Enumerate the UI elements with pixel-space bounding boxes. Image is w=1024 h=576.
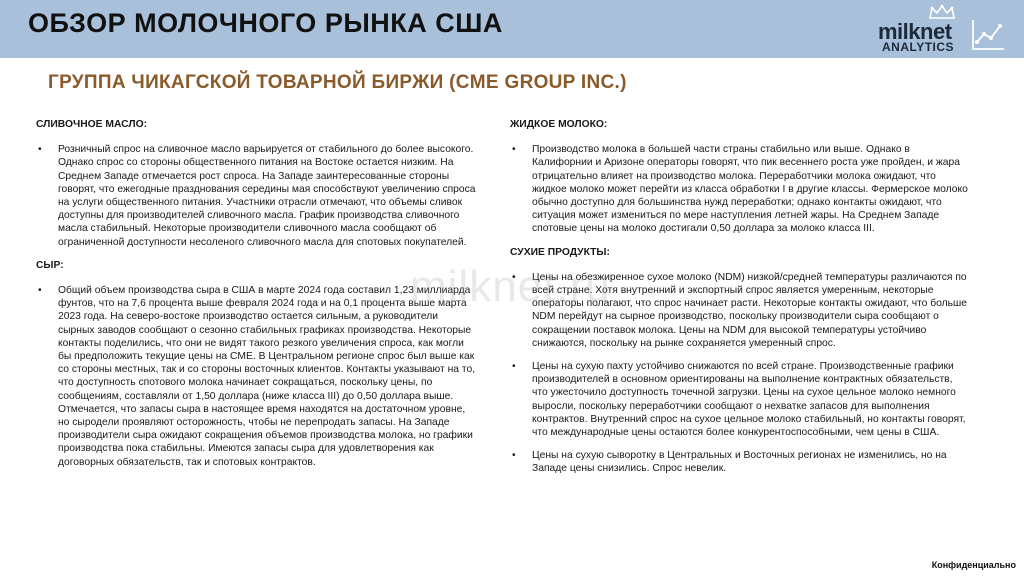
butter-text: • Розничный спрос на сливочное масло варьируется от стабильного до более высокого. Однако спрос со стороны общественного питания на Востоке остается низким. На Среднем Западе отмечается рост спроса. На Западе заинтересованные стороны говорят, что ежегодные празднования середины мая способствуют увеличению спроса на услуги общественного питания. Участники отрасли отмечают, что объемы сливок доступны для производителей сливочного масла. График производства сливочного масла стабильный. Некоторые производители сливочного масла сообщают об ограниченной доступности несоленого сливочного масла для спотовых покупателей.: [58, 144, 476, 248]
list-item: [36, 284, 476, 469]
list-item: [510, 271, 970, 350]
right-column: [510, 118, 970, 486]
logo-text: milknet: [878, 19, 952, 44]
logo-subtext: ANALYTICS: [882, 40, 955, 54]
list-item: [510, 449, 970, 475]
section-subtitle: ГРУППА ЧИКАГСКОЙ ТОВАРНОЙ БИРЖИ (CME GROUP INC.): [48, 72, 627, 93]
milknet-logo: [876, 4, 1016, 56]
cheese-text: • Общий объем производства сыра в США в марте 2024 года составил 1,23 миллиарда фунтов, что на 7,6 процента выше февраля 2024 года и на 0,1 процента выше марта 2023 года. На северо-востоке производство остается сильным, а руководители сырных заводов сообщают о сезонно стабильных графиках производства. Некоторые контакты поделились, что они не видят такого резкого увеличения спроса, как могли бы предположить текущие цены на CME. В Центральном регионе спрос был выше как со стороны местных, так и со стороны восточных клиентов. Контакты указывают на то, что доступность спотового молока начинает сокращаться, поскольку цены, по сообщениям, составляли от 1,50 доллара (ниже класса III) до 0,50 доллара выше. Отмечается, что запасы сыра в настоящее время находятся на достаточном уровне, но сыродели проявляют осторожность, чтобы не перепродать запасы. На Западе производители сыра ожидают сокращения объемов производства молока, но графики производства пока стабильны. Имеются запасы сыра для удовлетворения как договорных обязательств, так и спотовых контрактов.: [58, 285, 476, 468]
list-item: [36, 143, 476, 249]
cheese-heading: СЫР:: [36, 259, 64, 271]
crown-icon: [928, 4, 956, 20]
dry-text-buttermilk: • Цены на сухую пахту устойчиво снижаются по всей стране. Производственные графики производителей в основном ориентированы на выполнение контрактных обязательств, что ужесточило доступность точечной загрузки. Цены на сухое цельное молоко немного выросли, поскольку переработчики сообщают о нехватке запасов для выполнения контрактов. Внутренний спрос на сухое цельное молоко стабильный, но контакты говорят, что международные цены остаются более конкурентоспособными, чем цены в США.: [532, 361, 966, 439]
dry-text-ndm: • Цены на обезжиренное сухое молоко (NDM) низкой/средней температуры различаются по всей стране. Хотя внутренний и экспортный спрос является умеренным, некоторые операторы полагают, что спрос начинает расти. Некоторые контакты ожидают, что больше NDM перейдут на сырное производство, поскольку производители сыра сообщают о сокращении поставок молока. Цены на NDM для высокой температуры устойчиво снижаются, поскольку на рынке сохраняется умеренный спрос.: [532, 271, 968, 349]
list-item: [510, 360, 970, 439]
dry-text-whey: • Цены на сухую сыворотку в Центральных и Восточных регионах не изменились, но на Западе цены снизились. Спрос невелик.: [532, 450, 947, 475]
confidential-label: Конфиденциально: [931, 560, 1016, 570]
list-item: [510, 143, 970, 235]
page-title: ОБЗОР МОЛОЧНОГО РЫНКА США: [28, 8, 503, 38]
watermark: milknet.ru: [410, 262, 611, 311]
header-bar: [0, 0, 1024, 58]
line-chart-icon: [970, 18, 1006, 52]
milk-heading: ЖИДКОЕ МОЛОКО:: [510, 119, 608, 130]
dry-products-heading: СУХИЕ ПРОДУКТЫ:: [510, 246, 610, 258]
left-column: [36, 118, 476, 479]
butter-heading: СЛИВОЧНОЕ МАСЛО:: [36, 119, 148, 130]
milk-text: • Производство молока в большей части страны стабильно или выше. Однако в Калифорнии и Аризоне операторы говорят, что пик весеннего роста уже пройден, и жара отрицательно влияет на производство молока. Переработчики молока ожидают, что жидкое молоко может перейти из класса обработки I в другие классы. Фермерское молоко обычно доступно для большинства нужд переработки; однако контакты ожидают, что ситуация может измениться по мере наступления летней жары. На Среднем Западе спотовые цены на молоко достигали 0,50 доллара за молоко класса III.: [532, 144, 968, 235]
